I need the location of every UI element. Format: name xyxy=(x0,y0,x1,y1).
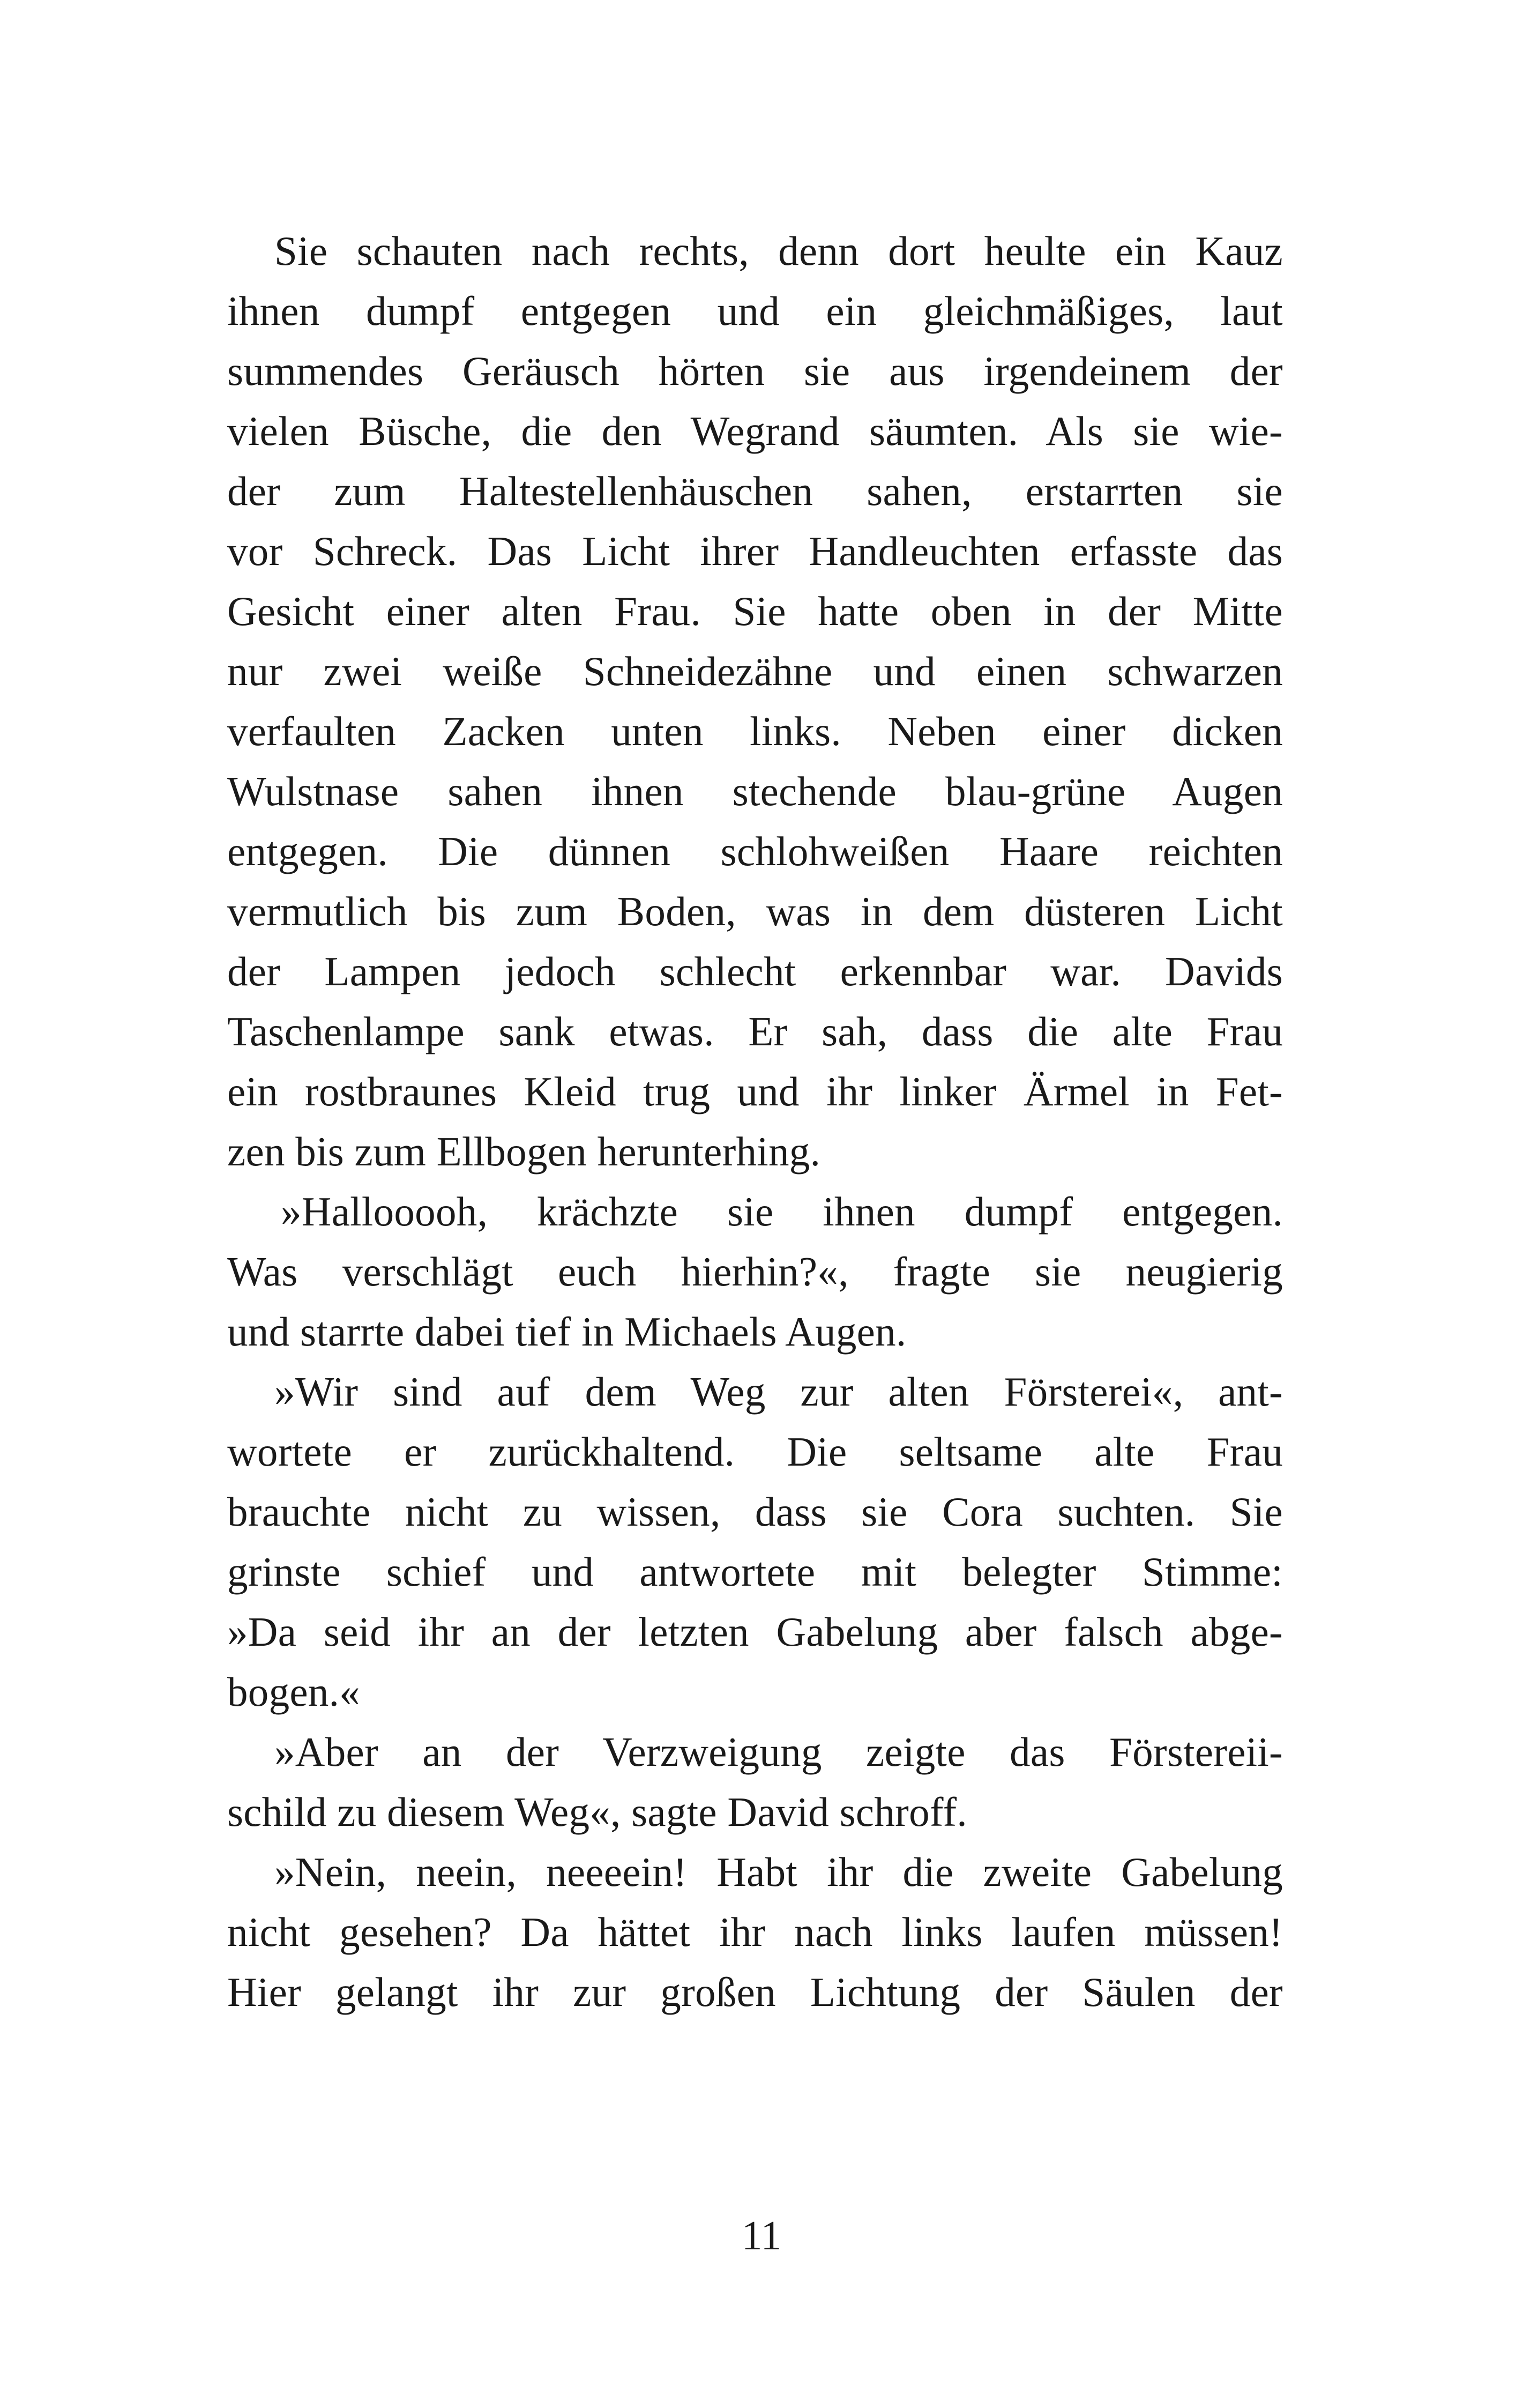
text-line: schild zu diesem Weg«, sagte David schroff. xyxy=(227,1789,967,1835)
text-line: entgegen. Die dünnen schlohweißen Haare reichten xyxy=(227,828,1283,874)
text-line: Wulstnase sahen ihnen stechende blau-grüne Augen xyxy=(227,768,1283,814)
text-line: und starrte dabei tief in Michaels Augen. xyxy=(227,1309,907,1355)
text-line: Gesicht einer alten Frau. Sie hatte oben in der Mitte xyxy=(227,588,1283,634)
text-line: ihnen dumpf entgegen und ein gleichmäßiges, laut xyxy=(227,288,1283,334)
text-line: vielen Büsche, die den Wegrand säumten. Als sie wie- xyxy=(227,408,1283,454)
text-line: »Da seid ihr an der letzten Gabelung aber falsch abge- xyxy=(227,1609,1283,1655)
text-line: ein rostbraunes Kleid trug und ihr linker Ärmel in Fet- xyxy=(227,1068,1283,1114)
text-line: bogen.« xyxy=(227,1669,361,1715)
text-line: zen bis zum Ellbogen herunterhing. xyxy=(227,1128,821,1175)
text-line: Taschenlampe sank etwas. Er sah, dass die alte Frau xyxy=(227,1008,1283,1054)
text-line: summendes Geräusch hörten sie aus irgendeinem der xyxy=(227,348,1283,394)
text-line: »Wir sind auf dem Weg zur alten Försterei«, ant- xyxy=(274,1369,1283,1415)
page-number: 11 xyxy=(741,2212,782,2258)
text-line: nur zwei weiße Schneidezähne und einen schwarzen xyxy=(227,648,1283,694)
text-line: der Lampen jedoch schlecht erkennbar war. Davids xyxy=(227,948,1283,994)
text-line: wortete er zurückhaltend. Die seltsame alte Frau xyxy=(227,1429,1283,1475)
text-line: nicht gesehen? Da hättet ihr nach links laufen müssen! xyxy=(227,1909,1283,1955)
text-line: grinste schief und antwortete mit belegter Stimme: xyxy=(227,1549,1283,1595)
text-line: Sie schauten nach rechts, denn dort heulte ein Kauz xyxy=(274,228,1283,274)
text-line: »Aber an der Verzweigung zeigte das Förstereii- xyxy=(274,1729,1283,1775)
text-line: »Nein, neein, neeeein! Habt ihr die zweite Gabelung xyxy=(274,1849,1283,1895)
text-line: vor Schreck. Das Licht ihrer Handleuchten erfasste das xyxy=(227,528,1283,574)
text-line: der zum Haltestellenhäuschen sahen, erstarrten sie xyxy=(227,468,1283,514)
text-line: verfaulten Zacken unten links. Neben einer dicken xyxy=(227,708,1283,754)
text-line: Hier gelangt ihr zur großen Lichtung der Säulen der xyxy=(227,1969,1283,2015)
text-line: »Hallooooh, krächzte sie ihnen dumpf entgegen. xyxy=(281,1188,1283,1235)
text-line: brauchte nicht zu wissen, dass sie Cora suchten. Sie xyxy=(227,1489,1283,1535)
text-line: vermutlich bis zum Boden, was in dem düsteren Licht xyxy=(227,888,1283,934)
body-text xyxy=(227,221,1283,2022)
text-line: Was verschlägt euch hierhin?«, fragte sie neugierig xyxy=(227,1248,1283,1295)
